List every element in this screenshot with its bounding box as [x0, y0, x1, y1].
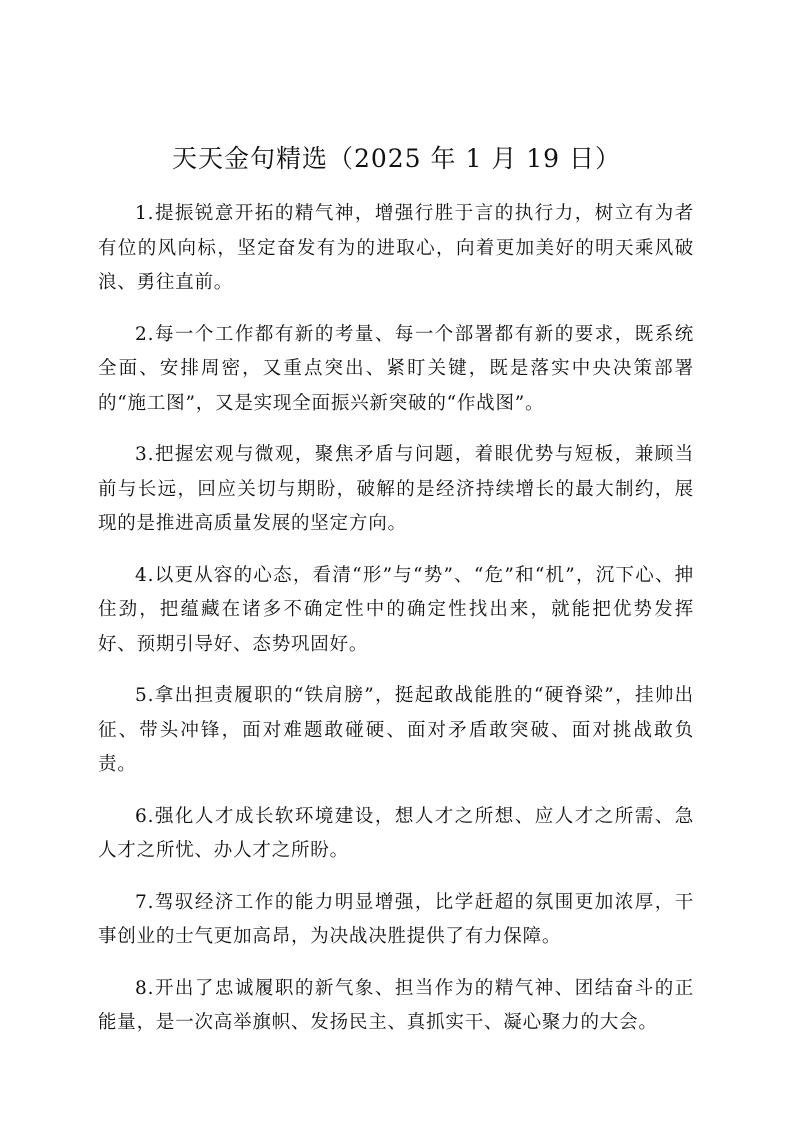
quote-paragraph-4: 4.以更从容的心态，看清“形”与“势”、“危”和“机”，沉下心、抻住劲，把蕴藏在诸多不确定性中的确定性找出来，就能把优势发挥好、预期引导好、态势巩固好。 [98, 564, 694, 655]
quote-paragraph-7: 7.驾驭经济工作的能力明显增强，比学赶超的氛围更加浓厚，干事创业的士气更加高昂，为决战决胜提供了有力保障。 [98, 891, 694, 947]
quote-paragraph-1: 1.提振锐意开拓的精气神，增强行胜于言的执行力，树立有为者有位的风向标，坚定奋发有为的进取心，向着更加美好的明天乘风破浪、勇往直前。 [98, 203, 694, 293]
quote-paragraph-3: 3.把握宏观与微观，聚焦矛盾与问题，着眼优势与短板，兼顾当前与长远，回应关切与期盼，破解的是经济持续增长的最大制约，展现的是推进高质量发展的坚定方向。 [98, 444, 694, 534]
document-body [98, 197, 694, 1058]
quote-paragraph-8: 8.开出了忠诚履职的新气象、担当作为的精气神、团结奋斗的正能量，是一次高举旗帜、发扬民主、真抓实干、凝心聚力的大会。 [98, 977, 694, 1033]
quote-paragraph-6: 6.强化人才成长软环境建设，想人才之所想、应人才之所需、急人才之所忧、办人才之所盼。 [98, 805, 694, 861]
quote-paragraph-5: 5.拿出担责履职的“铁肩膀”，挺起敢战能胜的“硬脊梁”，挂帅出征、带头冲锋，面对难题敢碰硬、面对矛盾敢突破、面对挑战敢负责。 [98, 685, 694, 775]
quote-paragraph-2: 2.每一个工作都有新的考量、每一个部署都有新的要求，既系统全面、安排周密，又重点突出、紧盯关键，既是落实中央决策部署的“施工图”，又是实现全面振兴新突破的“作战图”。 [98, 323, 694, 414]
document-title: 天天金句精选（2025 年 1 月 19 日） [171, 144, 622, 173]
